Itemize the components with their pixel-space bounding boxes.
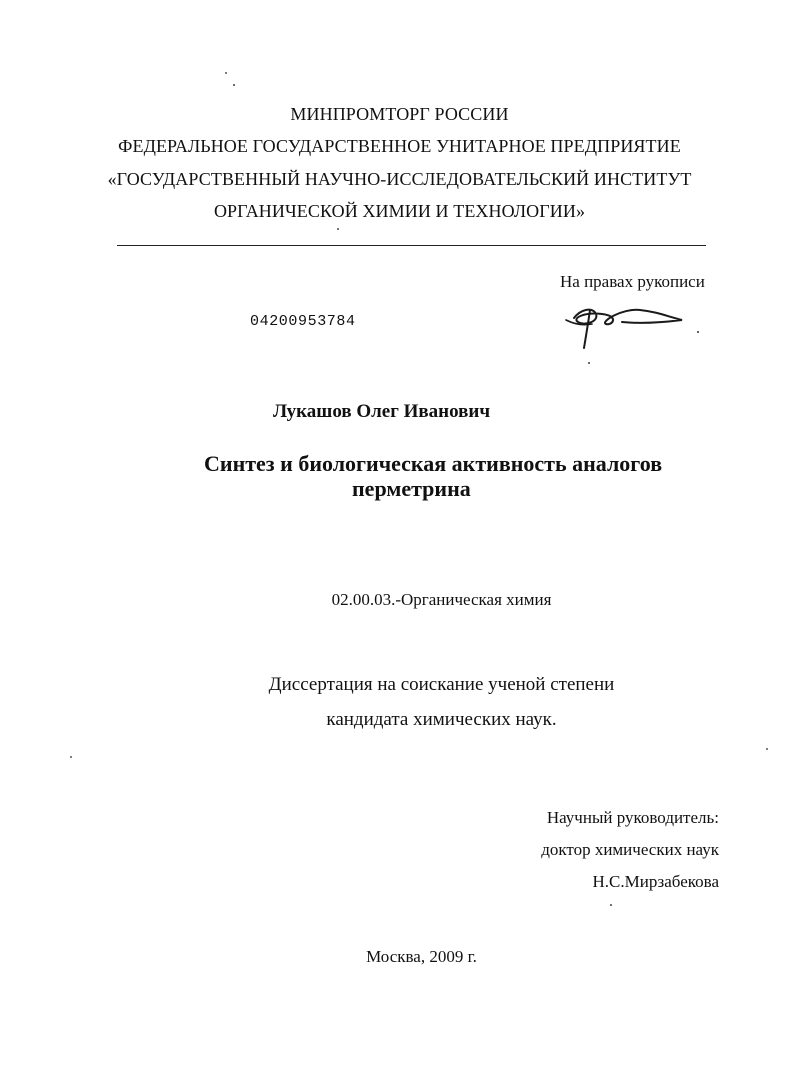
header-divider bbox=[117, 245, 706, 246]
author-name: Лукашов Олег Иванович bbox=[272, 401, 491, 422]
scan-speck bbox=[337, 228, 339, 230]
scan-speck bbox=[610, 904, 612, 906]
institute-name-line1: «ГОСУДАРСТВЕННЫЙ НАУЧНО-ИССЛЕДОВАТЕЛЬСКИЙ ИНСТИТУТ bbox=[107, 169, 692, 189]
scan-speck bbox=[588, 362, 590, 364]
scan-speck bbox=[766, 748, 768, 750]
scan-speck bbox=[70, 756, 72, 758]
dissertation-title-line1: Синтез и биологическая активность аналогов bbox=[204, 451, 663, 476]
ministry-name: МИНПРОМТОРГ РОССИИ bbox=[290, 104, 509, 124]
supervisor-degree: доктор химических наук bbox=[541, 840, 719, 859]
manuscript-note: На правах рукописи bbox=[560, 272, 705, 291]
handwritten-signature bbox=[562, 296, 702, 354]
catalog-number: 04200953784 bbox=[250, 313, 356, 330]
scan-speck bbox=[225, 72, 227, 74]
specialty-code: 02.00.03.-Органическая химия bbox=[331, 590, 552, 609]
enterprise-name: ФЕДЕРАЛЬНОЕ ГОСУДАРСТВЕННОЕ УНИТАРНОЕ ПРЕДПРИЯТИЕ bbox=[118, 136, 681, 156]
degree-line1: Диссертация на соискание ученой степени bbox=[268, 674, 615, 695]
scan-speck bbox=[233, 84, 235, 86]
supervisor-label: Научный руководитель: bbox=[546, 808, 719, 827]
supervisor-name: Н.С.Мирзабекова bbox=[592, 872, 719, 891]
dissertation-title-line2: перметрина bbox=[352, 476, 471, 501]
place-and-year: Москва, 2009 г. bbox=[366, 947, 477, 966]
degree-line2: кандидата химических наук. bbox=[326, 709, 557, 730]
institute-name-line2: ОРГАНИЧЕСКОЙ ХИМИИ И ТЕХНОЛОГИИ» bbox=[213, 201, 586, 221]
